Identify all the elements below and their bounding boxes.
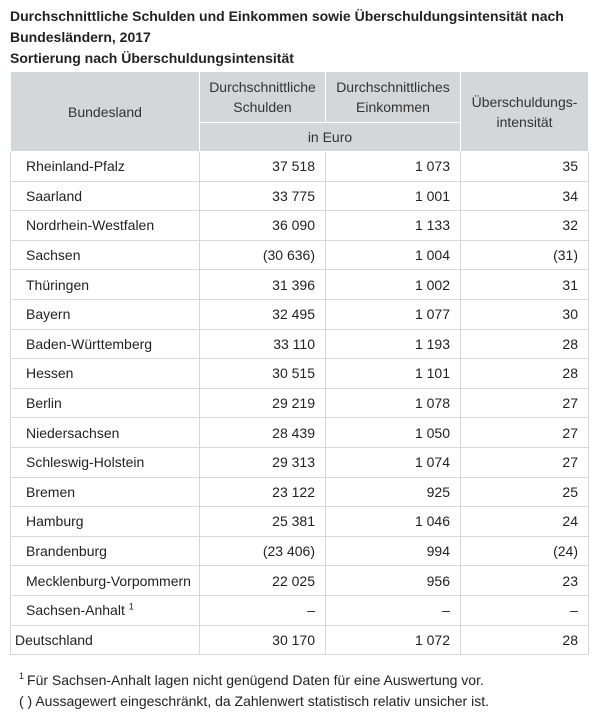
row-einkommen: 1 050: [326, 418, 461, 448]
footnote-2: ( ) Aussagewert eingeschränkt, da Zahlenwert statistisch relativ unsicher ist.: [19, 693, 489, 709]
row-einkommen: 1 133: [326, 211, 461, 241]
row-schulden: 37 518: [200, 152, 326, 182]
table-row: [11, 329, 589, 359]
table-row: [11, 240, 589, 270]
column-header-bundesland: Bundesland: [11, 72, 200, 152]
row-bundesland-label: Hamburg: [26, 513, 84, 530]
row-bundesland: [11, 181, 200, 211]
row-schulden: 29 219: [200, 388, 326, 418]
table-row: [11, 595, 589, 625]
table-row: [11, 507, 589, 537]
row-bundesland-label: Nordrhein-Westfalen: [26, 217, 155, 234]
table-title: [10, 6, 590, 69]
row-bundesland: [11, 388, 200, 418]
row-intensitaet: 27: [461, 388, 589, 418]
row-schulden: 33 775: [200, 181, 326, 211]
row-intensitaet: 28: [461, 329, 589, 359]
table-body: [11, 152, 589, 655]
table-row: [11, 388, 589, 418]
row-intensitaet: 30: [461, 299, 589, 329]
row-einkommen: 1 193: [326, 329, 461, 359]
row-intensitaet: 27: [461, 418, 589, 448]
table-row: [11, 299, 589, 329]
row-einkommen: 1 073: [326, 152, 461, 182]
row-bundesland: [11, 240, 200, 270]
row-bundesland-label: Rheinland-Pfalz: [26, 158, 125, 175]
total-intensitaet: 28: [461, 625, 589, 655]
row-schulden: –: [200, 595, 326, 625]
row-schulden: 36 090: [200, 211, 326, 241]
row-intensitaet: (31): [461, 240, 589, 270]
row-einkommen: 994: [326, 536, 461, 566]
column-header-schulden-line1: Durchschnittliche: [209, 79, 316, 95]
row-bundesland-label: Thüringen: [26, 276, 90, 293]
row-intensitaet: 24: [461, 507, 589, 537]
column-header-intensitaet: [461, 72, 589, 152]
table-row: [11, 418, 589, 448]
row-intensitaet: 27: [461, 447, 589, 477]
row-einkommen: 956: [326, 566, 461, 596]
row-bundesland: [11, 447, 200, 477]
row-bundesland-label: Brandenburg: [26, 543, 107, 560]
row-schulden: 33 110: [200, 329, 326, 359]
row-schulden: 23 122: [200, 477, 326, 507]
row-bundesland: [11, 477, 200, 507]
row-bundesland-label: Bayern: [26, 306, 71, 323]
row-einkommen: 1 078: [326, 388, 461, 418]
column-header-einkommen-line2: Einkommen: [356, 99, 430, 115]
row-bundesland: [11, 536, 200, 566]
footnotes: [19, 670, 489, 712]
table-row: [11, 566, 589, 596]
row-einkommen: 925: [326, 477, 461, 507]
row-bundesland: [11, 329, 200, 359]
row-einkommen: 1 046: [326, 507, 461, 537]
column-header-schulden: [200, 72, 326, 123]
table-row: [11, 477, 589, 507]
row-einkommen: 1 002: [326, 270, 461, 300]
column-header-einkommen-line1: Durchschnittliches: [336, 79, 450, 95]
table-row: [11, 211, 589, 241]
row-bundesland: [11, 418, 200, 448]
total-row: [11, 625, 589, 655]
row-bundesland: [11, 152, 200, 182]
row-bundesland-label: Sachsen-Anhalt: [26, 602, 125, 619]
row-schulden: 29 313: [200, 447, 326, 477]
table-row: [11, 359, 589, 389]
row-bundesland-label: Schleswig-Holstein: [26, 454, 145, 471]
row-einkommen: –: [326, 595, 461, 625]
row-bundesland: [11, 211, 200, 241]
row-bundesland-label: Niedersachsen: [26, 424, 120, 441]
row-intensitaet: 25: [461, 477, 589, 507]
row-bundesland: [11, 359, 200, 389]
row-intensitaet: 31: [461, 270, 589, 300]
column-header-intensitaet-line2: intensität: [496, 113, 553, 130]
column-header-schulden-line2: Schulden: [233, 99, 292, 115]
footnote-1-text: Für Sachsen-Anhalt lagen nicht genügend Daten für eine Auswertung vor.: [27, 672, 484, 688]
table-row: [11, 447, 589, 477]
row-schulden: 31 396: [200, 270, 326, 300]
row-bundesland-label: Berlin: [26, 395, 62, 412]
footnote-marker: 1: [128, 601, 134, 612]
row-bundesland: [11, 566, 200, 596]
row-schulden: (30 636): [200, 240, 326, 270]
row-intensitaet: 28: [461, 359, 589, 389]
row-bundesland-label: Mecklenburg-Vorpommern: [26, 572, 191, 589]
row-schulden: (23 406): [200, 536, 326, 566]
row-einkommen: 1 004: [326, 240, 461, 270]
row-schulden: 25 381: [200, 507, 326, 537]
table-row: [11, 181, 589, 211]
row-schulden: 32 495: [200, 299, 326, 329]
row-intensitaet: –: [461, 595, 589, 625]
row-intensitaet: 32: [461, 211, 589, 241]
row-bundesland-label: Saarland: [26, 187, 83, 204]
row-bundesland-label: Baden-Württemberg: [26, 335, 153, 352]
row-schulden: 28 439: [200, 418, 326, 448]
row-intensitaet: (24): [461, 536, 589, 566]
unit-header: in Euro: [200, 123, 461, 152]
table-row: [11, 152, 589, 182]
total-schulden: 30 170: [200, 625, 326, 655]
table-row: [11, 536, 589, 566]
total-einkommen: 1 072: [326, 625, 461, 655]
row-bundesland-label: Hessen: [26, 365, 74, 382]
row-bundesland-label: Sachsen: [26, 247, 81, 264]
row-intensitaet: 23: [461, 566, 589, 596]
footnote-1: [19, 670, 489, 691]
row-bundesland-label: Bremen: [26, 483, 76, 500]
footnote-1-marker: 1: [19, 671, 25, 682]
row-intensitaet: 34: [461, 181, 589, 211]
column-header-intensitaet-line1: Überschuldungs-: [471, 93, 578, 110]
debt-table: [10, 71, 589, 655]
row-bundesland: [11, 270, 200, 300]
row-intensitaet: 35: [461, 152, 589, 182]
column-header-einkommen: [326, 72, 461, 123]
row-bundesland: [11, 595, 200, 625]
title-line-3: Sortierung nach Überschuldungsintensität: [10, 50, 294, 66]
row-bundesland: [11, 299, 200, 329]
row-einkommen: 1 001: [326, 181, 461, 211]
row-einkommen: 1 077: [326, 299, 461, 329]
title-line-1: Durchschnittliche Schulden und Einkommen sowie Überschuldungsintensität nach: [10, 8, 564, 24]
title-line-2: Bundesländern, 2017: [10, 29, 151, 45]
table-row: [11, 270, 589, 300]
row-einkommen: 1 074: [326, 447, 461, 477]
row-schulden: 22 025: [200, 566, 326, 596]
row-einkommen: 1 101: [326, 359, 461, 389]
row-bundesland: [11, 507, 200, 537]
row-schulden: 30 515: [200, 359, 326, 389]
total-label: Deutschland: [11, 625, 200, 655]
